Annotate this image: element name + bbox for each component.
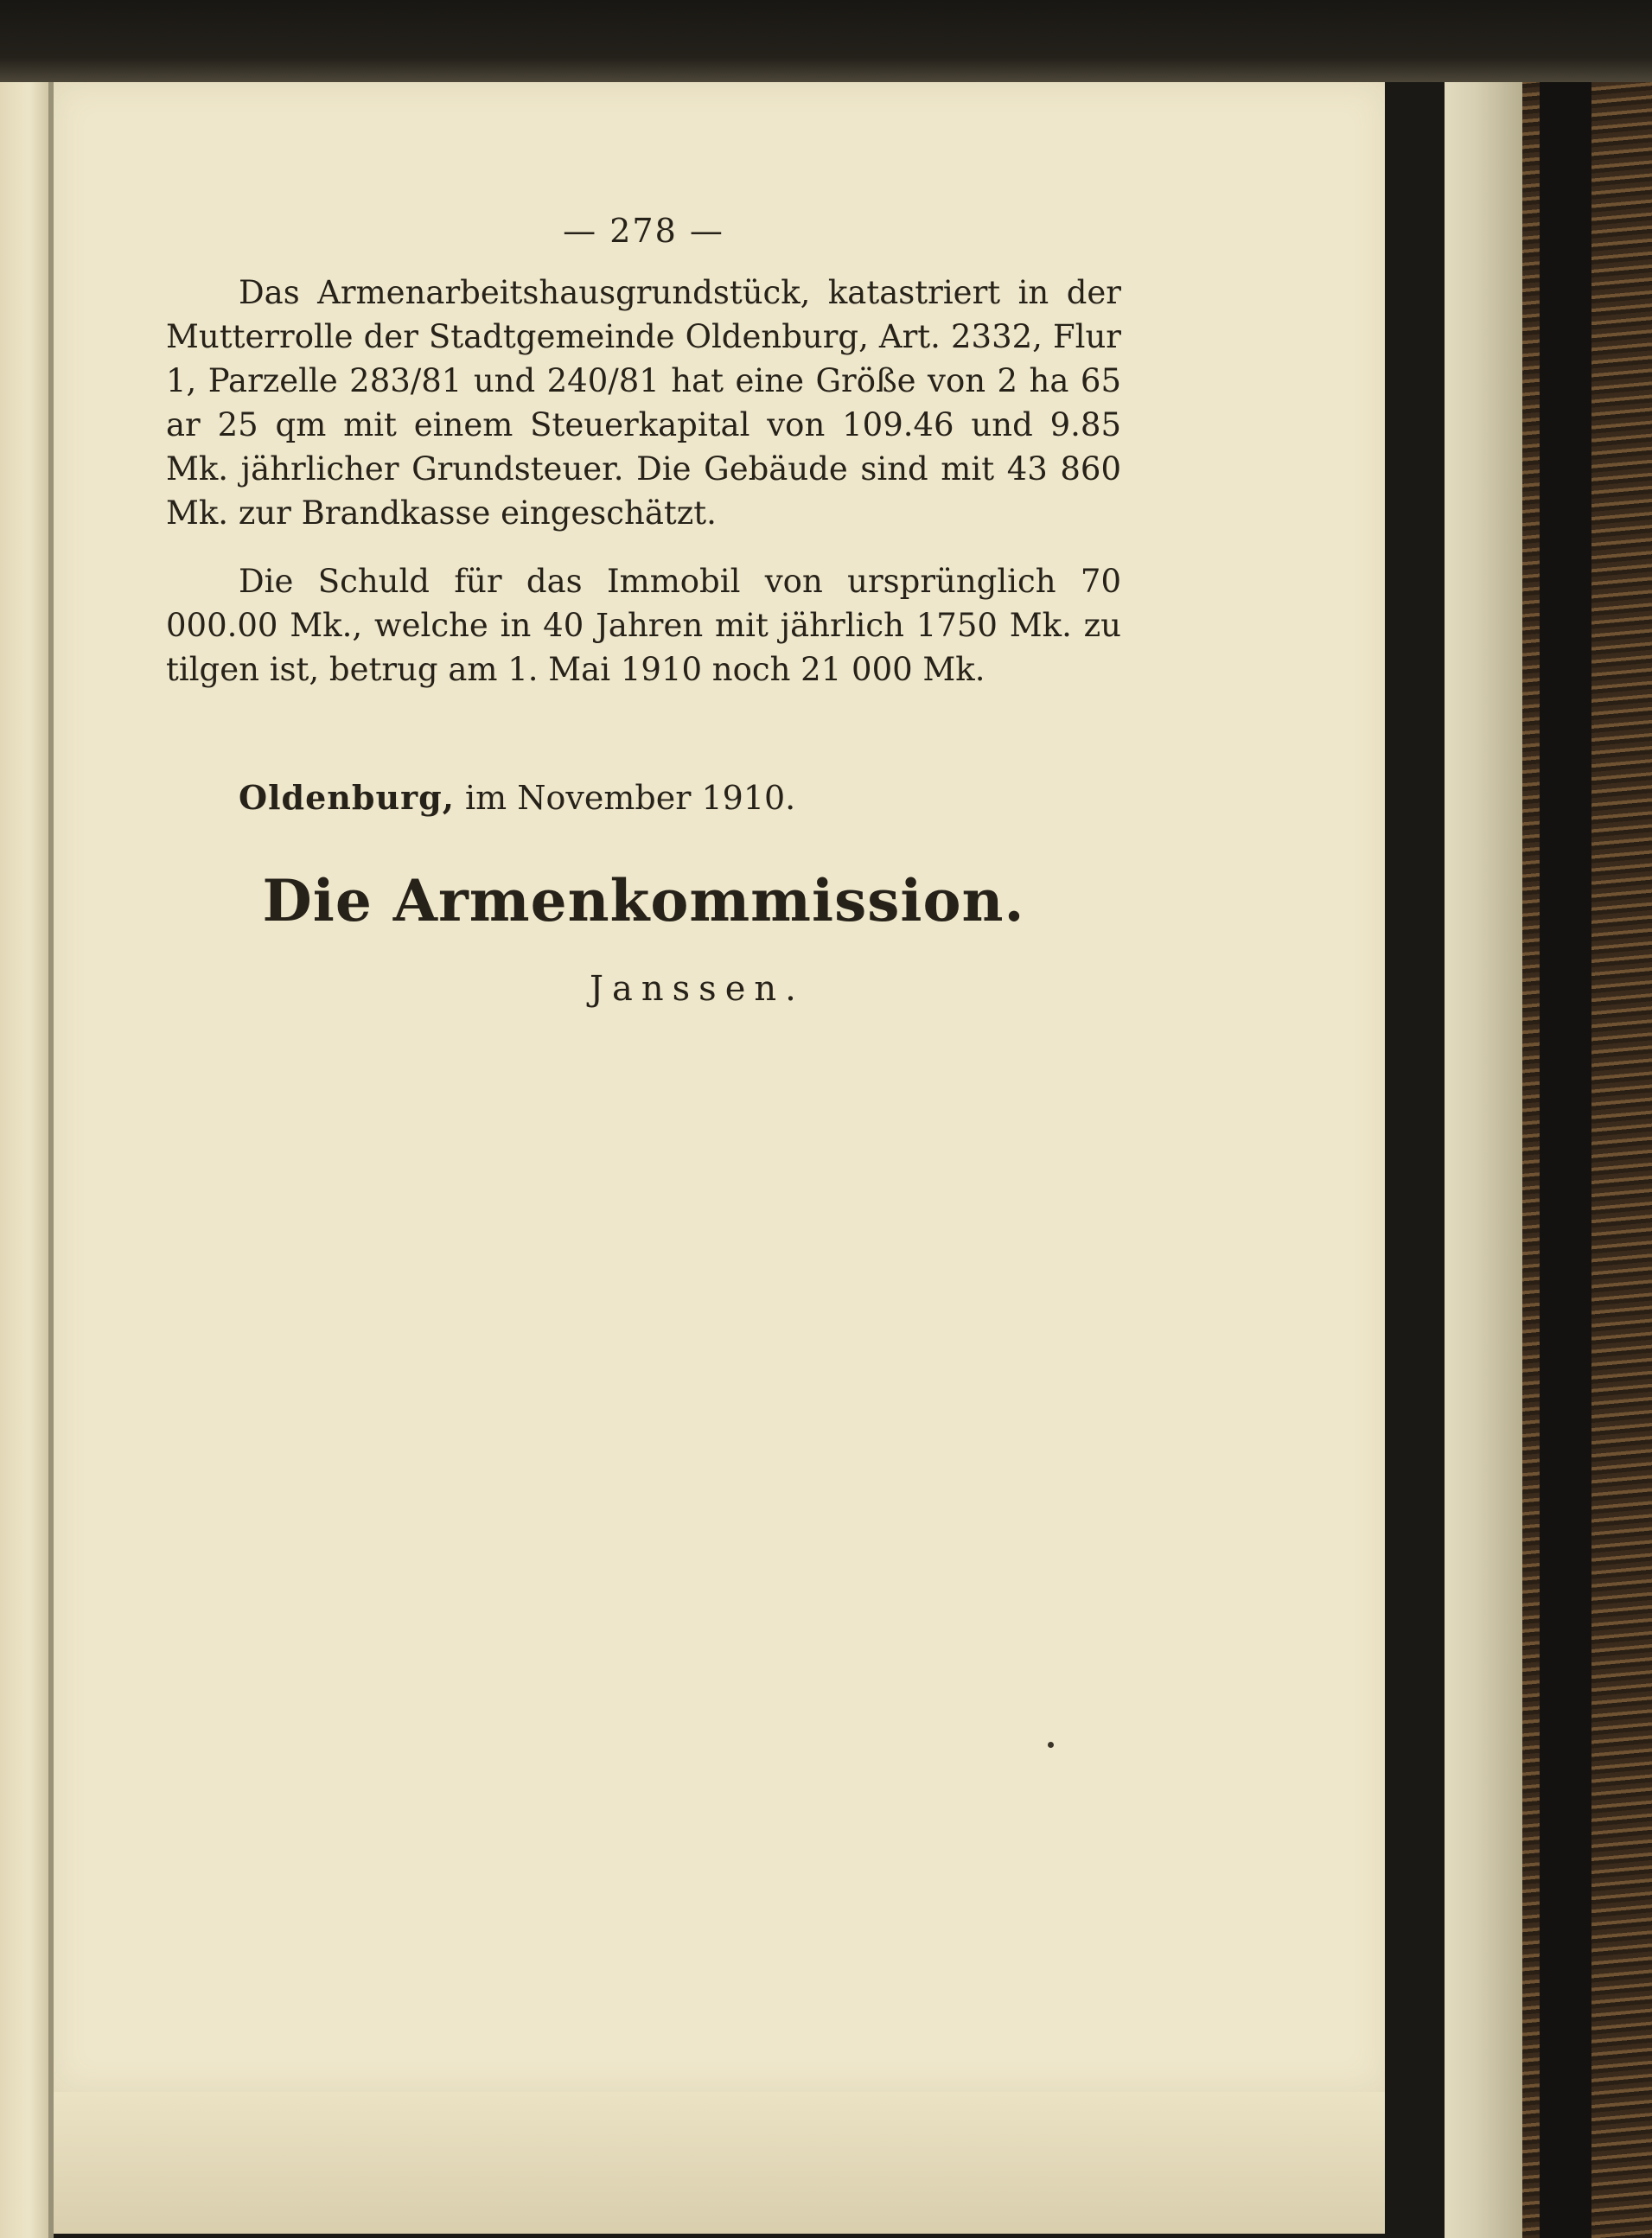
book-cover-edge <box>1445 82 1652 2238</box>
paper-speck <box>1048 1742 1054 1748</box>
document-page <box>54 82 1385 2092</box>
paragraph-debt: Die Schuld für das Immobil von ursprünglich 70 000.00 Mk., welche in 40 Jahren mit jährlich 1750 Mk. zu tilgen ist, betrug am 1. Mai 1910 noch 21 000 Mk. <box>166 563 1121 688</box>
scan-top-background <box>0 0 1652 82</box>
facing-page-edge <box>0 82 54 2238</box>
page-content <box>166 212 1121 1009</box>
cover-band <box>1540 82 1591 2238</box>
issuing-authority: Die Armenkommission. <box>262 867 1025 934</box>
place-name: Oldenburg, <box>239 778 455 817</box>
page-stack-edge <box>1445 82 1522 2238</box>
page-number: — 278 — <box>563 212 724 250</box>
place-date-line <box>166 778 1121 817</box>
page-lower-edge <box>54 2092 1385 2234</box>
signature-name: Janssen. <box>590 969 805 1009</box>
paragraph-property: Das Armenarbeitshausgrundstück, katastriert in der Mutterrolle der Stadtgemeinde Oldenburg, Art. 2332, Flur 1, Parzelle 283/81 und 240/81 hat eine Größe von 2 ha 65 ar 25 qm mit einem Steuerkapital von 109.46 und 9.85 Mk. jährlicher Grundsteuer. Die Gebäude sind mit 43 860 Mk. zur Brandkasse eingeschätzt. <box>166 274 1121 532</box>
date-text: im November 1910. <box>465 779 796 817</box>
